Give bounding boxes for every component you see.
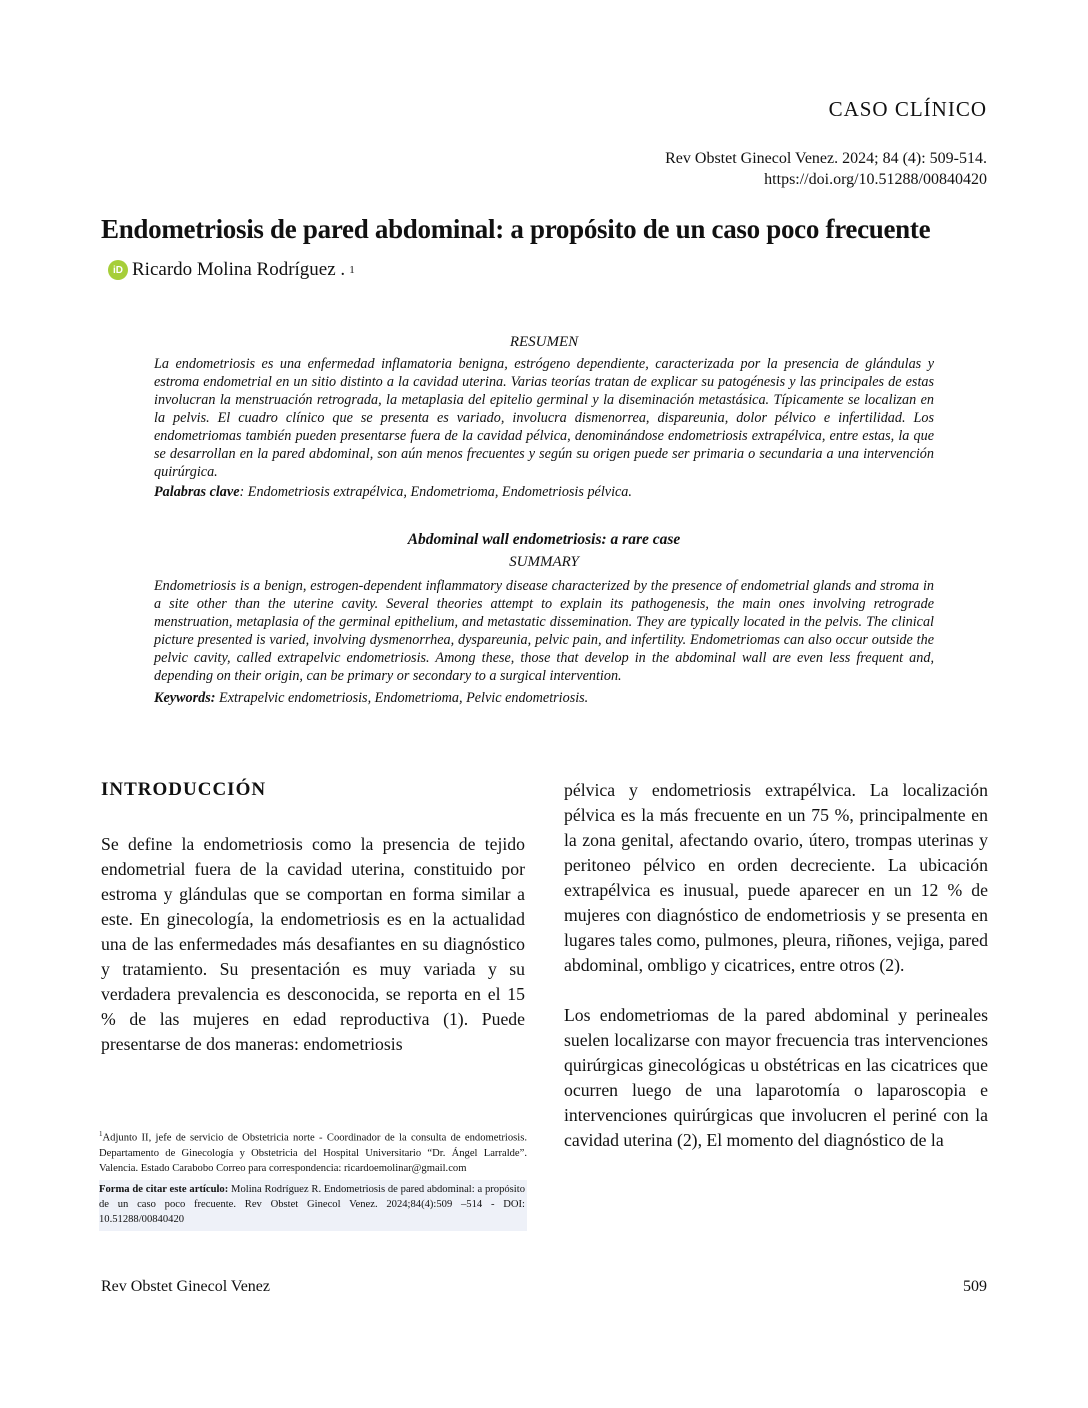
- abstract-es: [154, 334, 934, 501]
- section-label: CASO CLÍNICO: [828, 97, 987, 121]
- right-paragraph-2: Los endometriomas de la pared abdominal y perineales suelen localizarse con mayor frecuencia tras intervenciones quirúrgicas ginecológicas u obstétricas en las cicatrices que ocurren luego de una laparotomía o laparoscopia e intervenciones quirúrgicas que involucren el periné con la cavidad uterina (2), El momento del diagnóstico de la: [564, 1005, 988, 1150]
- keywords-es-values: : Endometriosis extrapélvica, Endometrioma, Endometriosis pélvica.: [239, 484, 632, 500]
- keywords-en: [154, 689, 934, 707]
- author-line: [108, 259, 355, 281]
- orcid-icon[interactable]: iD: [108, 260, 128, 280]
- keywords-es: [154, 483, 934, 501]
- article-title: Endometriosis de pared abdominal: a propósito de un caso poco frecuente: [101, 214, 931, 244]
- keywords-en-label: Keywords:: [154, 690, 216, 706]
- author-name: Ricardo Molina Rodríguez .: [132, 259, 346, 280]
- abstract-en: [154, 531, 934, 707]
- journal-citation: [665, 148, 987, 190]
- footnote-marker: 1: [99, 1130, 103, 1138]
- citation-box: [99, 1180, 527, 1231]
- citation-line-1: Rev Obstet Ginecol Venez. 2024; 84 (4): 509-514.: [665, 150, 987, 167]
- page-number: 509: [963, 1278, 987, 1295]
- footnote: [99, 1127, 527, 1231]
- affiliation-footnote: [99, 1127, 527, 1176]
- cite-text: Molina Rodríguez R. Endometriosis de pared abdominal: a propósito de un caso poco frecuente. Rev Obstet Ginecol Venez. 2024;84(4):509 –514 - DOI: 10.51288/00840420: [99, 1183, 525, 1225]
- author-affiliation-marker: 1: [349, 264, 355, 276]
- abstract-es-text: La endometriosis es una enfermedad inflamatoria benigna, estrógeno dependiente, caracterizada por la presencia de glándulas y estroma endometrial en un sitio distinto a la cavidad uterina. Varias teorías tratan de explicar su patogénesis y las principales de estas involucran la menstruación retrograda, la metaplasia del epitelio germinal y la diseminación metastásica. Típicamente se localizan en la pelvis. El cuadro clínico que se presenta es variado, involucra dismenorrea, dispareunia, dolor pélvico e infertilidad. Los endometriomas también pueden presentarse fuera de la cavidad pélvica, denominándose endometriosis extrapélvica, entre estas, la que se desarrollan en la pared abdominal, son aún menos frecuentes y según su origen puede ser primaria o secundaria a una intervención quirúrgica.: [154, 356, 934, 480]
- left-column: [101, 832, 525, 1057]
- doi-link[interactable]: https://doi.org/10.51288/00840420: [764, 171, 987, 188]
- abstract-en-heading: SUMMARY: [509, 554, 579, 570]
- affiliation-text: Adjunto II, jefe de servicio de Obstetricia norte - Coordinador de la consulta de endometriosis. Departamento de Ginecología y Obstetricia del Hospital Universitario “Dr. Ángel Larralde”. Valencia. Estado Carabobo Correo para correspondencia: ricardoemolinar@gmail.com: [99, 1132, 527, 1174]
- right-column: [564, 778, 988, 1153]
- left-paragraph: Se define la endometriosis como la presencia de tejido endometrial fuera de la cavidad uterina, constituido por estroma y glándulas que se comportan en forma similar a este. En ginecología, la endometriosis es en la actualidad una de las enfermedades más desafiantes en su diagnóstico y tratamiento. Su presentación es muy variada y su verdadera prevalencia es desconocida, se reporta en el 15 % de las mujeres en edad reproductiva (1). Puede presentarse de dos maneras: endometriosis: [101, 834, 525, 1054]
- abstract-en-text: Endometriosis is a benign, estrogen-dependent inflammatory disease characterized by the presence of endometrial glands and stroma in a site other than the uterine cavity. Several theories attempt to explain its pathogenesis, the main ones involving retrograde menstruation, metaplasia of the germinal epithelium, and metastatic dissemination. They are typically located in the pelvis. The clinical picture presented is varied, involving dysmenorrhea, dyspareunia, pelvic pain, and infertility. Endometriomas can also occur outside the pelvic cavity, called extrapelvic endometriosis. Among these, those that develop in the abdominal wall are even less frequent and, depending on their origin, can be primary or secondary to a surgical intervention.: [154, 578, 934, 684]
- intro-heading: INTRODUCCIÓN: [101, 779, 267, 800]
- right-paragraph-1: pélvica y endometriosis extrapélvica. La localización pélvica es la más frecuente en un 75 %, principalmente en la zona genital, afectando ovario, útero, trompas uterinas y peritoneo pélvico en orden decreciente. La ubicación extrapélvica es inusual, puede aparecer en un 12 % de mujeres con diagnóstico de endometriosis y se presenta en lugares tales como, pulmones, pleura, riñones, vejiga, pared abdominal, ombligo y cicatrices, entre otros (2).: [564, 780, 988, 975]
- cite-label: Forma de citar este artículo:: [99, 1183, 229, 1195]
- abstract-es-heading: RESUMEN: [509, 334, 579, 350]
- abstract-en-title: Abdominal wall endometriosis: a rare case: [407, 531, 681, 548]
- keywords-en-values: Extrapelvic endometriosis, Endometrioma, Pelvic endometriosis.: [215, 690, 589, 706]
- footer-journal: Rev Obstet Ginecol Venez: [101, 1278, 270, 1295]
- keywords-es-label: Palabras clave: [154, 484, 240, 500]
